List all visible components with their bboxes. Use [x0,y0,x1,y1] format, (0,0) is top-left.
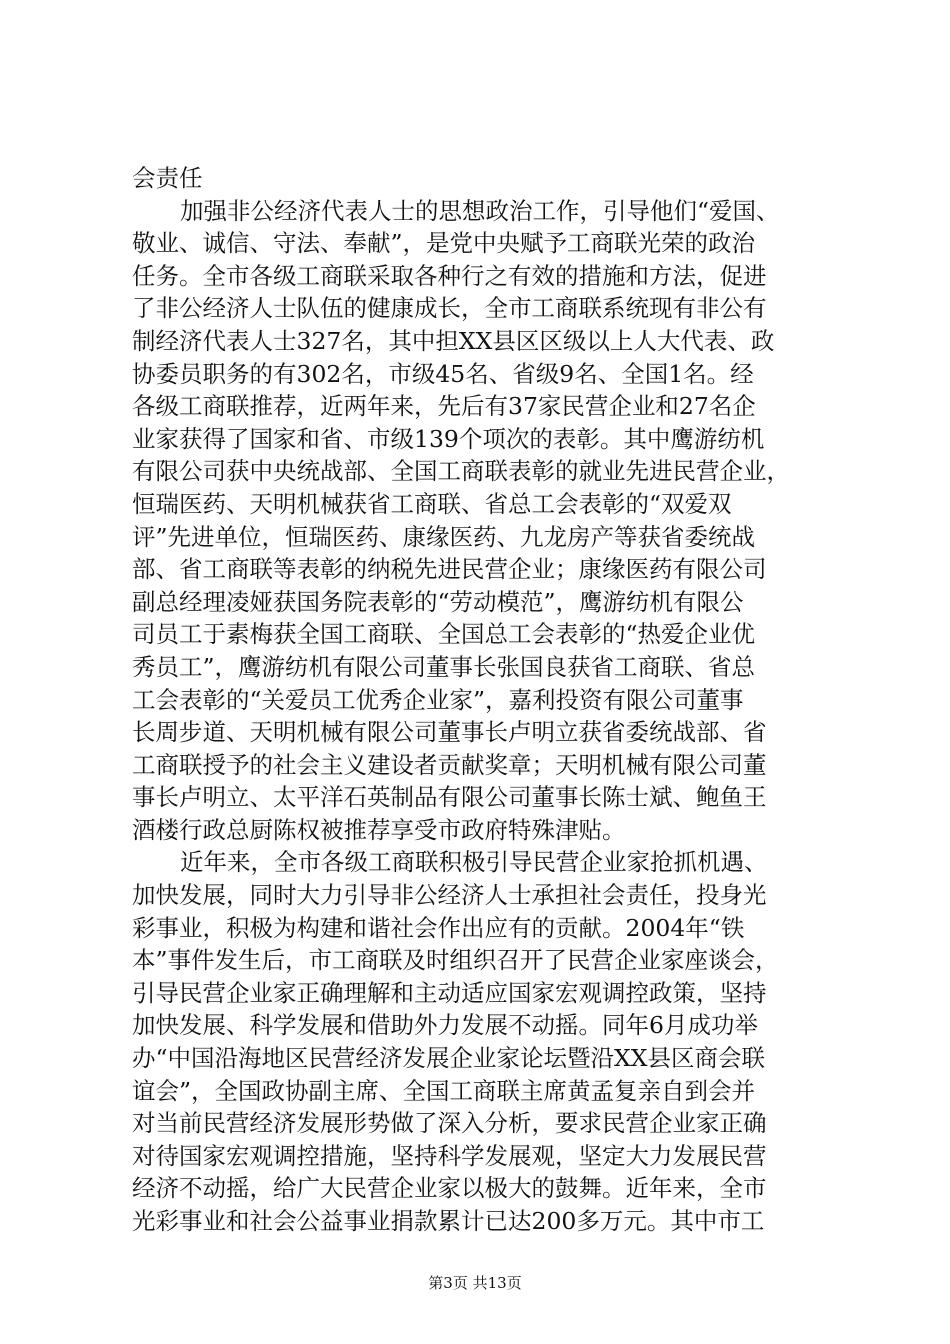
text-line: 制经济代表人士327名，其中担XX县区区级以上人大代表、政 [132,326,775,355]
body-text [132,162,832,1238]
text-line: 恒瑞医药、天明机械获省工商联、省总工会表彰的“双爱双 [132,489,732,518]
text-line: 对当前民营经济发展形势做了深入分析，要求民营企业家正确 [132,1109,767,1138]
text-line: 秀员工”，鹰游纺机有限公司董事长张国良获省工商联、省总 [132,652,756,681]
text-line: 了非公经济人士队伍的健康成长，全市工商联系统现有非公有 [132,294,767,323]
text-line: 任务。全市各级工商联采取各种行之有效的措施和方法，促进 [132,261,767,290]
text-line: 长周步道、天明机械有限公司董事长卢明立获省委统战部、省 [132,718,767,747]
text-line: 谊会”，全国政协副主席、全国工商联主席黄孟复亲自到会并 [132,1076,756,1105]
page-number-footer: 第3页 共13页 [428,1274,522,1292]
text-line: 加强非公经济代表人士的思想政治工作，引导他们“爱国、 [180,196,780,225]
text-line: 加快发展，同时大力引导非公经济人士承担社会责任，投身光 [132,881,767,910]
text-line: 协委员职务的有302名，市级45名、省级9名、全国1名。经 [132,359,754,388]
text-line: 加快发展、科学发展和借助外力发展不动摇。同年6月成功举 [132,1011,758,1040]
text-line: 业家获得了国家和省、市级139个项次的表彰。其中鹰游纺机 [132,424,765,453]
text-line: 办“中国沿海地区民营经济发展企业家论坛暨沿XX县区商会联 [132,1044,765,1073]
text-line: 副总经理凌娅获国务院表彰的“劳动模范”，鹰游纺机有限公 [132,587,744,616]
text-line: 引导民营企业家正确理解和主动适应国家宏观调控政策，坚持 [132,978,767,1007]
text-line: 部、省工商联等表彰的纳税先进民营企业；康缘医药有限公司 [132,555,767,584]
text-line: 各级工商联推荐，近两年来，先后有37家民营企业和27名企 [132,392,756,421]
text-line: 评”先进单位，恒瑞医药、康缘医药、九龙房产等获省委统战 [132,522,756,551]
text-line: 事长卢明立、太平洋石英制品有限公司董事长陈士斌、鲍鱼王 [132,783,767,812]
text-line: 光彩事业和社会公益事业捐款累计已达200多万元。其中市工 [132,1207,765,1235]
text-line: 有限公司获中央统战部、全国工商联表彰的就业先进民营企业， [132,457,790,486]
text-line: 司员工于素梅获全国工商联、全国总工会表彰的“热爱企业优 [132,620,756,649]
text-line: 敬业、诚信、守法、奉献”，是党中央赋予工商联光荣的政治 [132,229,756,258]
text-line: 本”事件发生后，市工商联及时组织召开了民营企业家座谈会， [132,946,779,975]
text-line: 对待国家宏观调控措施，坚持科学发展观，坚定大力发展民营 [132,1141,767,1170]
text-line: 会责任 [132,164,203,192]
text-line: 酒楼行政总厨陈权被推荐享受市政府特殊津贴。 [132,815,626,844]
text-line: 工商联授予的社会主义建设者贡献奖章；天明机械有限公司董 [132,750,767,779]
text-line: 经济不动摇，给广大民营企业家以极大的鼓舞。近年来，全市 [132,1174,767,1203]
text-line: 彩事业，积极为构建和谐社会作出应有的贡献。2004年“铁 [132,913,745,942]
text-line: 工会表彰的“关爱员工优秀企业家”，嘉利投资有限公司董事 [132,685,744,714]
text-line: 近年来，全市各级工商联积极引导民营企业家抢抓机遇、 [180,848,768,877]
